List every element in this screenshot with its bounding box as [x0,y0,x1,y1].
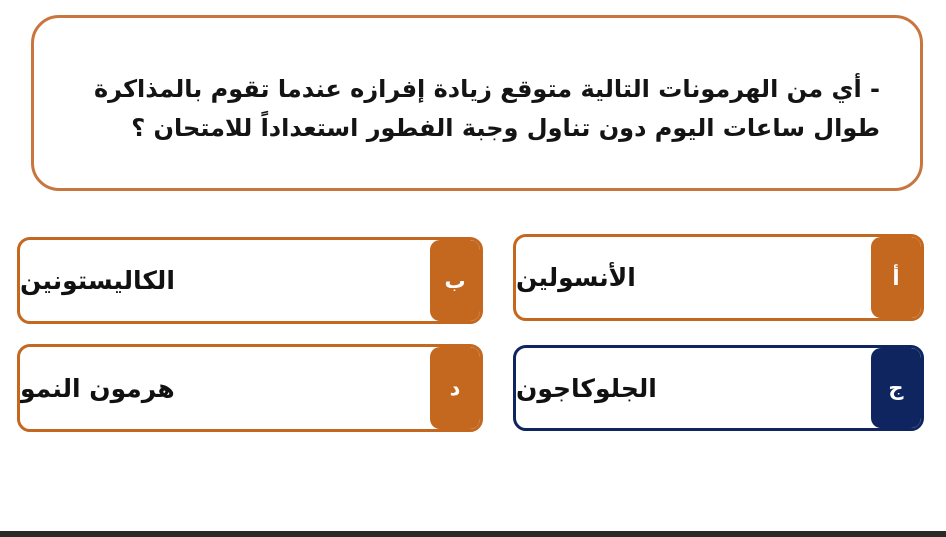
option-a-label: الأنسولين [516,263,636,292]
option-b-button[interactable] [17,237,483,324]
bottom-bar [0,531,946,537]
option-a-button[interactable] [513,234,924,321]
option-b-label: الكاليستونين [20,266,175,295]
question-text: - أي من الهرمونات التالية متوقع زيادة إفرازه عندما تقوم بالمذاكرة طوال ساعات اليوم دون تناول وجبة الفطور استعداداً للامتحان ؟ [94,75,880,142]
option-d-label: هرمون النمو [20,373,175,403]
option-d-button[interactable] [17,344,483,432]
option-a-letter-badge: أ [871,237,921,318]
question-box [31,15,923,191]
option-b-letter-badge: ب [430,240,480,321]
option-c-letter-badge: ج [871,348,921,428]
option-c-label: الجلوكاجون [516,373,657,403]
option-d-letter-badge: د [430,347,480,429]
option-c-button[interactable] [513,345,924,431]
